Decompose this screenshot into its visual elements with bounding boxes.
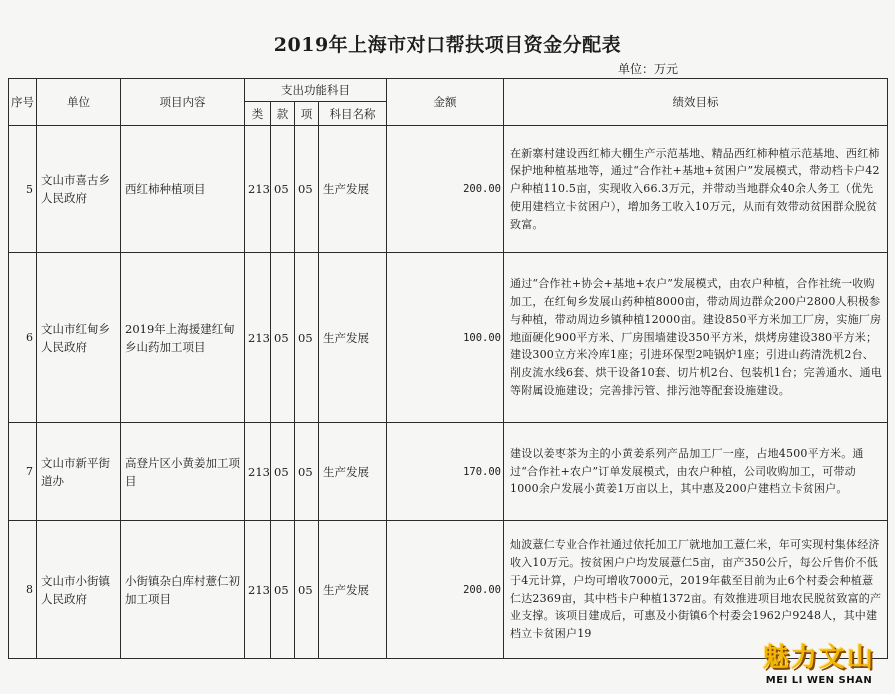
row-section: 05 [271, 253, 295, 423]
row-unit: 文山市红甸乡人民政府 [37, 253, 121, 423]
row-project: 高登片区小黄姜加工项目 [121, 423, 245, 521]
row-item: 05 [295, 253, 319, 423]
row-project: 2019年上海援建红甸乡山药加工项目 [121, 253, 245, 423]
row-amount: 200.00 [387, 521, 504, 659]
row-no: 6 [9, 253, 37, 423]
header-item: 项 [295, 102, 319, 126]
row-amount: 200.00 [387, 126, 504, 253]
watermark-logo [749, 643, 889, 686]
header-class: 类 [245, 102, 271, 126]
row-class: 213 [245, 126, 271, 253]
header-project: 项目内容 [121, 79, 245, 126]
row-goal: 通过“合作社+协会+基地+农户”发展模式，由农户种植，合作社统一收购加工，在红甸乡发展山药种植8000亩，带动周边群众200户2800人积极参与种植，带动周边乡镇种植12000亩。建设850平方米加工厂房，实施厂房地面硬化900平方米、厂房围墙建设350平方米，烘烤房建设380平方米；建设300立方米冷库1座；引进环保型2吨锅炉1座；引进山药清洗机2台、削皮流水线6套、烘干设备10套、切片机2台、包装机1台；完善通水、通电等附属设施建设；完善排污管、排污池等配套设施建设。 [504, 253, 888, 423]
header-goal: 绩效目标 [504, 79, 888, 126]
unit-note: 单位：万元 [618, 62, 679, 76]
row-unit: 文山市新平街道办 [37, 423, 121, 521]
row-no: 8 [9, 521, 37, 659]
table-row [9, 253, 888, 423]
row-goal: 建设以姜枣茶为主的小黄姜系列产品加工厂一座，占地4500平方米。通过“合作社+农户”订单发展模式，由农户种植，公司收购加工，可带动1000余户发展小黄姜1万亩以上，其中惠及200户建档立卡贫困户。 [504, 423, 888, 521]
row-item: 05 [295, 423, 319, 521]
table-row [9, 423, 888, 521]
row-no: 7 [9, 423, 37, 521]
row-item: 05 [295, 126, 319, 253]
row-project: 西红柿种植项目 [121, 126, 245, 253]
header-row-1 [9, 79, 888, 102]
header-unit: 单位 [37, 79, 121, 126]
row-goal: 在新寨村建设西红柿大棚生产示范基地、精品西红柿种植示范基地、西红柿保护地种植基地等，通过“合作社+基地+贫困户”发展模式，带动档卡户42户种植110.5亩，实现收入66.3万元，并带动当地群众40余人务工（优先使用建档立卡贫困户），增加务工收入10万元，从而有效带动贫困群众脱贫致富。 [504, 126, 888, 253]
row-subject: 生产发展 [319, 423, 387, 521]
table-row [9, 126, 888, 253]
header-amount: 金额 [387, 79, 504, 126]
row-section: 05 [271, 126, 295, 253]
table-row [9, 521, 888, 659]
row-class: 213 [245, 423, 271, 521]
row-subject: 生产发展 [319, 521, 387, 659]
header-no: 序号 [9, 79, 37, 126]
row-goal: 灿波薏仁专业合作社通过依托加工厂就地加工薏仁米，年可实现村集体经济收入10万元。按贫困户户均发展薏仁5亩，亩产350公斤，每公斤售价不低于4元计算，户均可增收7000元，2019年截至目前为止6个村委会种植薏仁达2369亩，其中档卡户种植1372亩。有效推进项目地农民脱贫致富的产业支撑。该项目建成后，可惠及小街镇6个村委会1962户9248人，其中建档立卡贫困户19 [504, 521, 888, 659]
row-subject: 生产发展 [319, 126, 387, 253]
row-unit: 文山市喜古乡人民政府 [37, 126, 121, 253]
row-section: 05 [271, 521, 295, 659]
row-class: 213 [245, 521, 271, 659]
header-subject: 科目名称 [319, 102, 387, 126]
row-no: 5 [9, 126, 37, 253]
row-amount: 170.00 [387, 423, 504, 521]
page-title: 2019年上海市对口帮扶项目资金分配表 [273, 34, 622, 56]
logo-english-text: MEI LI WEN SHAN [765, 675, 873, 686]
logo-chinese-text: 魅力文山 [762, 643, 875, 673]
header-function-group: 支出功能科目 [245, 79, 387, 102]
row-section: 05 [271, 423, 295, 521]
row-subject: 生产发展 [319, 253, 387, 423]
row-project: 小街镇杂白库村薏仁初加工项目 [121, 521, 245, 659]
row-item: 05 [295, 521, 319, 659]
row-amount: 100.00 [387, 253, 504, 423]
row-unit: 文山市小街镇人民政府 [37, 521, 121, 659]
allocation-table [8, 78, 888, 659]
row-class: 213 [245, 253, 271, 423]
header-section: 款 [271, 102, 295, 126]
